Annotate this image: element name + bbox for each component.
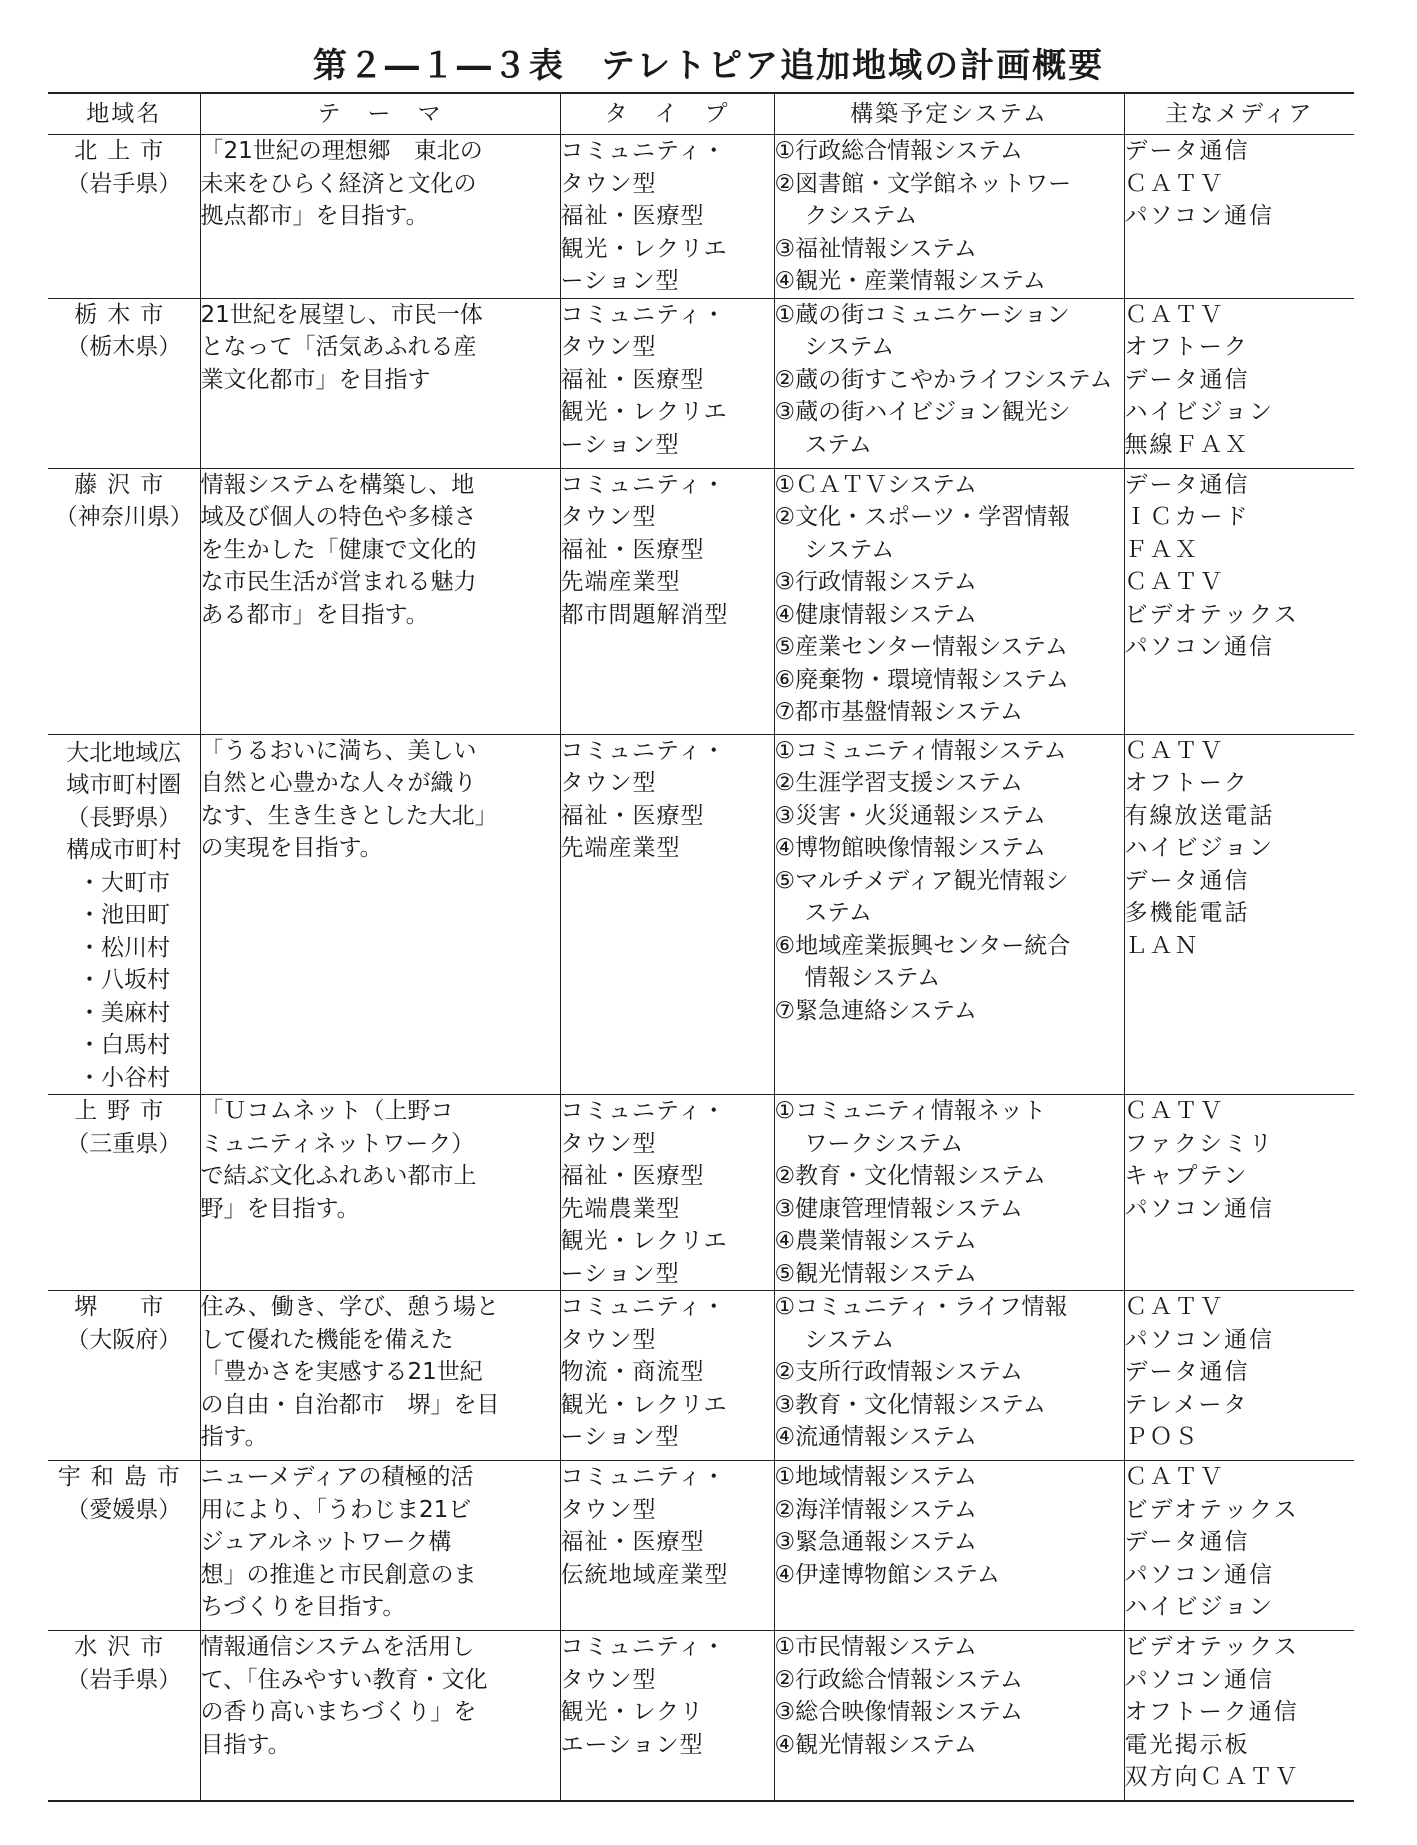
type-line: 福祉・医療型 xyxy=(560,366,705,393)
theme-cell xyxy=(200,1095,560,1291)
system-line: ⑦都市基盤情報システム xyxy=(774,699,1023,725)
media-cell xyxy=(1124,1461,1354,1631)
region-prefecture: （愛媛県） xyxy=(66,1496,182,1523)
region-line: （長野県） xyxy=(66,804,182,831)
media-item: 無線ＦＡＸ xyxy=(1124,431,1250,458)
media-item: パソコン通信 xyxy=(1124,1666,1275,1693)
theme-line: 「21世紀の理想郷 東北の xyxy=(200,138,483,164)
type-line: タウン型 xyxy=(560,770,657,796)
media-item: オフトーク xyxy=(1124,334,1249,360)
type-line: コミュニティ・ xyxy=(560,1464,727,1490)
systems-cell xyxy=(774,1291,1124,1461)
system-line: ③教育・文化情報システム xyxy=(774,1391,1046,1418)
header-region: 地域名 xyxy=(48,93,200,135)
system-line: ②蔵の街すこやかライフシステム xyxy=(774,366,1113,393)
media-cell xyxy=(1124,135,1354,299)
region-cell xyxy=(48,298,200,468)
media-item: ファクシミリ xyxy=(1124,1130,1275,1157)
type-line: ーション型 xyxy=(560,431,680,458)
system-line: ②支所行政情報システム xyxy=(774,1359,1023,1385)
type-line: タウン型 xyxy=(560,1130,657,1157)
member-municipality: ・八坂村 xyxy=(78,967,170,993)
system-line: ③緊急通報システム xyxy=(774,1529,977,1555)
region-cell xyxy=(48,734,200,1095)
type-line: ーション型 xyxy=(560,268,680,294)
system-line: ②海洋情報システム xyxy=(774,1496,977,1523)
system-line: ワークシステム xyxy=(804,1130,964,1157)
system-line: ④伊達博物館システム xyxy=(774,1561,1000,1588)
theme-line: な市民生活が営まれる魅力 xyxy=(200,569,477,595)
type-line: タウン型 xyxy=(560,1496,657,1523)
theme-line: 住み、働き、学び、憩う場と xyxy=(200,1294,500,1320)
table-title: 第２―１―３表 テレトピア追加地域の計画概要 xyxy=(312,46,1105,86)
system-line: システム xyxy=(804,334,895,360)
type-line: 福祉・医療型 xyxy=(560,203,705,229)
type-line: 観光・レクリエ xyxy=(560,1228,728,1254)
theme-line: 拠点都市」を目指す。 xyxy=(200,203,429,229)
system-line: ②教育・文化情報システム xyxy=(774,1163,1046,1189)
media-item: ＩＣカード xyxy=(1124,504,1250,530)
media-item: データ通信 xyxy=(1124,867,1250,894)
system-line: ③福祉情報システム xyxy=(774,235,977,262)
region-cell xyxy=(48,1095,200,1291)
media-item: ＣＡＴＶ xyxy=(1124,1098,1225,1124)
theme-line: を生かした「健康で文化的 xyxy=(200,536,477,563)
type-line: コミュニティ・ xyxy=(560,471,727,498)
media-cell xyxy=(1124,298,1354,468)
region-name: 宇和島市 xyxy=(57,1464,190,1490)
region-prefecture: （大阪府） xyxy=(66,1326,182,1353)
theme-cell xyxy=(200,734,560,1095)
system-line: ステム xyxy=(804,900,872,926)
type-line: タウン型 xyxy=(560,1666,657,1693)
header-systems: 構築予定システム xyxy=(774,93,1124,135)
theme-cell xyxy=(200,135,560,299)
media-item: ビデオテックス xyxy=(1124,1634,1299,1660)
type-cell xyxy=(560,734,774,1095)
system-line: システム xyxy=(804,1326,895,1353)
theme-line: ジュアルネットワーク構 xyxy=(200,1529,452,1555)
media-item: ハイビジョン xyxy=(1124,399,1275,425)
system-line: ①市民情報システム xyxy=(774,1634,977,1660)
type-cell xyxy=(560,135,774,299)
region-cell xyxy=(48,135,200,299)
media-cell xyxy=(1124,1095,1354,1291)
region-name: 北上市 xyxy=(74,138,174,164)
table-row xyxy=(48,1461,1354,1631)
theme-line: 域及び個人の特色や多様さ xyxy=(200,504,477,530)
system-line: ④健康情報システム xyxy=(774,601,977,628)
type-line: コミュニティ・ xyxy=(560,138,727,164)
region-line: 域市町村圏 xyxy=(66,772,182,798)
theme-line: 「うるおいに満ち、美しい xyxy=(200,737,477,764)
type-line: コミュニティ・ xyxy=(560,737,727,764)
system-line: ①ＣＡＴＶシステム xyxy=(774,471,977,498)
system-line: ①行政総合情報システム xyxy=(774,138,1023,164)
system-line: ④流通情報システム xyxy=(774,1424,977,1450)
region-prefecture: （三重県） xyxy=(66,1130,182,1157)
theme-line: 未来をひらく経済と文化の xyxy=(200,170,477,197)
media-item: ハイビジョン xyxy=(1124,835,1275,861)
theme-cell xyxy=(200,468,560,734)
media-cell xyxy=(1124,1631,1354,1801)
theme-line: 野」を目指す。 xyxy=(200,1195,360,1222)
media-item: データ通信 xyxy=(1124,1529,1250,1555)
type-line: ーション型 xyxy=(560,1260,680,1287)
system-line: ③総合映像情報システム xyxy=(774,1699,1023,1725)
theme-line: なす、生き生きとした大北」 xyxy=(200,802,498,829)
system-line: ②図書館・文学館ネットワー xyxy=(774,170,1072,197)
media-cell xyxy=(1124,468,1354,734)
region-prefecture: （栃木県） xyxy=(66,334,182,360)
media-item: データ通信 xyxy=(1124,1359,1250,1385)
type-line: タウン型 xyxy=(560,504,657,530)
theme-line: して優れた機能を備えた xyxy=(200,1326,454,1353)
media-item: ＣＡＴＶ xyxy=(1124,1464,1225,1490)
type-line: コミュニティ・ xyxy=(560,1634,727,1660)
member-municipality: ・小谷村 xyxy=(78,1064,170,1091)
theme-line: ある都市」を目指す。 xyxy=(200,601,429,628)
media-item: 多機能電話 xyxy=(1124,900,1250,926)
systems-cell xyxy=(774,1631,1124,1801)
type-cell xyxy=(560,1461,774,1631)
media-cell xyxy=(1124,734,1354,1095)
theme-line: 自然と心豊かな人々が織り xyxy=(200,770,477,796)
media-item: オフトーク xyxy=(1124,770,1249,796)
type-line: 観光・レクリエ xyxy=(560,235,728,262)
table-row xyxy=(48,135,1354,299)
region-prefecture: （岩手県） xyxy=(66,170,182,197)
system-line: ③健康管理情報システム xyxy=(774,1195,1023,1222)
type-cell xyxy=(560,298,774,468)
system-line: ①地域情報システム xyxy=(774,1464,977,1490)
system-line: ①コミュニティ情報ネット xyxy=(774,1098,1046,1124)
region-name: 上野市 xyxy=(74,1098,174,1124)
table-row xyxy=(48,298,1354,468)
region-name: 藤沢市 xyxy=(74,471,174,498)
media-item: ＰＯＳ xyxy=(1124,1424,1200,1450)
member-municipality: ・池田町 xyxy=(78,902,170,928)
systems-cell xyxy=(774,468,1124,734)
theme-cell xyxy=(200,1631,560,1801)
system-line: クシステム xyxy=(804,203,918,229)
theme-line: 目指す。 xyxy=(200,1731,291,1758)
media-item: パソコン通信 xyxy=(1124,634,1275,660)
system-line: ⑥廃棄物・環境情報システム xyxy=(774,666,1069,693)
region-cell xyxy=(48,1461,200,1631)
theme-cell xyxy=(200,1291,560,1461)
type-line: ーション型 xyxy=(560,1424,680,1450)
theme-line: 用により、「うわじま21ビ xyxy=(200,1496,472,1523)
type-line: 先端農業型 xyxy=(560,1195,681,1222)
theme-line: で結ぶ文化ふれあい都市上 xyxy=(200,1163,477,1189)
media-item: ＬＡＮ xyxy=(1124,932,1200,959)
member-municipality: ・松川村 xyxy=(78,934,170,961)
theme-line: ニューメディアの積極的活 xyxy=(200,1464,474,1490)
header-type: タ イ プ xyxy=(560,93,774,135)
media-item: 電光掲示板 xyxy=(1124,1731,1250,1758)
region-cell xyxy=(48,1291,200,1461)
media-item: ＣＡＴＶ xyxy=(1124,301,1225,328)
media-item: ＣＡＴＶ xyxy=(1124,737,1225,764)
type-line: 福祉・医療型 xyxy=(560,536,705,563)
type-line: 伝統地域産業型 xyxy=(560,1561,729,1588)
type-line: コミュニティ・ xyxy=(560,1294,727,1320)
theme-line: となって「活気あふれる産 xyxy=(200,334,477,360)
media-item: オフトーク通信 xyxy=(1124,1699,1299,1725)
system-line: ステム xyxy=(804,431,872,458)
region-line: 大北地域広 xyxy=(66,739,182,766)
header-row xyxy=(48,93,1354,135)
type-cell xyxy=(560,1631,774,1801)
media-cell xyxy=(1124,1291,1354,1461)
media-item: キャプテン xyxy=(1124,1163,1249,1189)
type-line: タウン型 xyxy=(560,334,657,360)
table-row xyxy=(48,1095,1354,1291)
system-line: ①蔵の街コミュニケーション xyxy=(774,301,1070,328)
member-municipality: ・美麻村 xyxy=(78,999,170,1026)
region-prefecture: （岩手県） xyxy=(66,1666,182,1693)
theme-line: の香り高いまちづくり」を xyxy=(200,1699,477,1725)
theme-line: て、「住みやすい教育・文化 xyxy=(200,1666,488,1693)
system-line: ②文化・スポーツ・学習情報 xyxy=(774,504,1071,530)
media-item: ビデオテックス xyxy=(1124,1496,1299,1523)
region-name: 栃木市 xyxy=(74,301,174,328)
theme-line: 情報システムを構築し、地 xyxy=(200,471,475,498)
type-line: 福祉・医療型 xyxy=(560,1163,705,1189)
media-item: データ通信 xyxy=(1124,138,1250,164)
theme-line: 21世紀を展望し、市民一体 xyxy=(200,301,483,328)
system-line: ③蔵の街ハイビジョン観光シ xyxy=(774,399,1071,425)
theme-line: 情報通信システムを活用し xyxy=(200,1634,475,1660)
media-item: データ通信 xyxy=(1124,471,1250,498)
type-line: 先端産業型 xyxy=(560,569,681,595)
theme-line: ちづくりを目指す。 xyxy=(200,1594,406,1620)
type-line: 物流・商流型 xyxy=(560,1359,705,1385)
type-line: タウン型 xyxy=(560,1326,657,1353)
system-line: ②生涯学習支援システム xyxy=(774,770,1023,796)
media-item: パソコン通信 xyxy=(1124,1326,1275,1353)
table-row xyxy=(48,734,1354,1095)
media-item: ＣＡＴＶ xyxy=(1124,1294,1225,1320)
media-item: パソコン通信 xyxy=(1124,203,1275,229)
region-name: 水沢市 xyxy=(74,1634,174,1660)
type-line: コミュニティ・ xyxy=(560,301,727,328)
region-cell xyxy=(48,1631,200,1801)
media-item: テレメータ xyxy=(1124,1391,1249,1418)
type-cell xyxy=(560,1095,774,1291)
theme-line: 指す。 xyxy=(200,1424,268,1450)
type-cell xyxy=(560,1291,774,1461)
theme-line: 業文化都市」を目指す xyxy=(200,366,431,393)
type-line: 先端産業型 xyxy=(560,835,681,861)
media-item: ＣＡＴＶ xyxy=(1124,170,1225,197)
theme-line: 想」の推進と市民創意のま xyxy=(200,1561,477,1588)
systems-cell xyxy=(774,1095,1124,1291)
system-line: ④観光・産業情報システム xyxy=(774,268,1046,294)
type-line: タウン型 xyxy=(560,170,657,197)
systems-cell xyxy=(774,298,1124,468)
system-line: ⑤産業センター情報システム xyxy=(774,634,1068,660)
plan-overview-table xyxy=(48,92,1354,1802)
system-line: ④博物館映像情報システム xyxy=(774,835,1046,861)
media-item: データ通信 xyxy=(1124,366,1250,393)
theme-line: ミュニティネットワーク） xyxy=(200,1130,475,1157)
media-item: ハイビジョン xyxy=(1124,1594,1275,1620)
region-line: 構成市町村 xyxy=(66,837,182,863)
type-line: 福祉・医療型 xyxy=(560,802,705,829)
table-row xyxy=(48,1291,1354,1461)
type-line: 都市問題解消型 xyxy=(560,601,729,628)
system-line: ①コミュニティ情報システム xyxy=(774,737,1067,764)
system-line: ⑥地域産業振興センター統合 xyxy=(774,932,1071,959)
system-line: ③災害・火災通報システム xyxy=(774,802,1046,829)
type-line: エーション型 xyxy=(560,1731,704,1758)
media-item: 双方向ＣＡＴＶ xyxy=(1124,1764,1300,1790)
system-line: ⑦緊急連絡システム xyxy=(774,997,977,1024)
region-name: 堺 市 xyxy=(74,1294,174,1320)
system-line: ②行政総合情報システム xyxy=(774,1666,1023,1693)
table-row xyxy=(48,468,1354,734)
system-line: ⑤マルチメディア観光情報シ xyxy=(774,867,1069,894)
table-body xyxy=(48,135,1354,1801)
table-row xyxy=(48,1631,1354,1801)
system-line: ①コミュニティ・ライフ情報 xyxy=(774,1294,1068,1320)
theme-line: 「Ｕコムネット（上野コ xyxy=(200,1098,454,1124)
system-line: ③行政情報システム xyxy=(774,569,977,595)
media-item: ＦＡＸ xyxy=(1124,536,1200,563)
region-cell xyxy=(48,468,200,734)
system-line: 情報システム xyxy=(804,965,941,991)
media-item: パソコン通信 xyxy=(1124,1561,1275,1588)
media-item: パソコン通信 xyxy=(1124,1195,1275,1222)
system-line: ⑤観光情報システム xyxy=(774,1260,977,1287)
type-line: 観光・レクリエ xyxy=(560,399,728,425)
theme-line: 「豊かさを実感する21世紀 xyxy=(200,1359,483,1385)
type-line: 観光・レクリ xyxy=(560,1699,705,1725)
theme-line: の実現を目指す。 xyxy=(200,835,383,861)
systems-cell xyxy=(774,135,1124,299)
systems-cell xyxy=(774,734,1124,1095)
header-media: 主なメディア xyxy=(1124,93,1354,135)
media-item: ＣＡＴＶ xyxy=(1124,569,1225,595)
type-line: 福祉・医療型 xyxy=(560,1529,705,1555)
type-line: 観光・レクリエ xyxy=(560,1391,728,1418)
system-line: ④農業情報システム xyxy=(774,1228,977,1254)
systems-cell xyxy=(774,1461,1124,1631)
system-line: システム xyxy=(804,536,895,563)
theme-line: の自由・自治都市 堺」を目 xyxy=(200,1391,500,1418)
theme-cell xyxy=(200,1461,560,1631)
theme-cell xyxy=(200,298,560,468)
region-prefecture: （神奈川県） xyxy=(54,504,193,530)
type-line: コミュニティ・ xyxy=(560,1098,727,1124)
media-item: ビデオテックス xyxy=(1124,601,1299,628)
type-cell xyxy=(560,468,774,734)
member-municipality: ・大町市 xyxy=(78,869,170,896)
system-line: ④観光情報システム xyxy=(774,1731,977,1758)
header-theme: テ ー マ xyxy=(200,93,560,135)
media-item: 有線放送電話 xyxy=(1124,802,1275,829)
member-municipality: ・白馬村 xyxy=(78,1032,170,1058)
